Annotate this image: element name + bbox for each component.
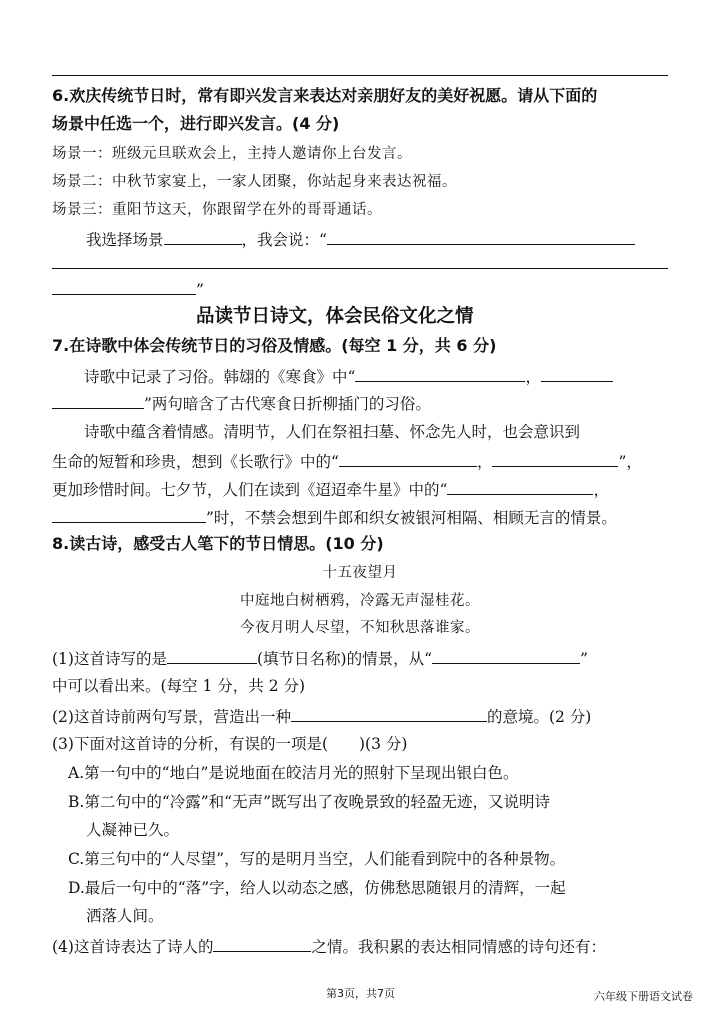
q8-sub1-text-c: ” <box>580 650 588 668</box>
q6-speech-blank-3[interactable] <box>52 276 196 295</box>
q8-sub4-text-a: (4)这首诗表达了诗人的 <box>52 938 214 956</box>
q7-p1-line2-text: ”两句暗含了古代寒食日折柳插门的习俗。 <box>144 395 431 413</box>
q7-p1-line1 <box>84 363 613 389</box>
section-title: 品读节日诗文，体会民俗文化之情 <box>196 306 474 327</box>
poem-line-1: 中庭地白树栖鸦，冷露无声湿桂花。 <box>240 593 480 609</box>
q6-close-quote: ” <box>196 281 204 299</box>
q8-option-a[interactable]: A.第一句中的“地白”是说地面在皎洁月光的照射下呈现出银白色。 <box>68 764 519 782</box>
q6-scene-blank[interactable] <box>164 226 242 245</box>
q8-option-b-line1[interactable]: B.第二句中的“冷露”和“无声”既写出了夜晚景致的轻盈无迹，又说明诗 <box>68 793 551 811</box>
q7-p2-line2 <box>52 448 642 474</box>
q7-title: 7.在诗歌中体会传统节日的习俗及情感。(每空 1 分，共 6 分) <box>52 336 497 355</box>
q7-p1-comma: ， <box>525 368 541 386</box>
q7-p2-line2-text: 生命的短暂和珍贵，想到《长歌行》中的“ <box>52 453 339 471</box>
q6-title-line2: 场景中任选一个，进行即兴发言。(4 分) <box>52 114 340 133</box>
q8-sub2 <box>52 703 591 729</box>
q8-festival-blank[interactable] <box>167 645 257 664</box>
q6-choose-prefix: 我选择场景 <box>86 231 164 249</box>
q7-p2-line2-end: ”， <box>618 453 642 471</box>
page-number: 第3页，共7页 <box>326 987 395 1000</box>
q8-sub4 <box>52 933 606 959</box>
exam-name: 六年级下册语文试卷 <box>594 990 693 1003</box>
q7-blank-3[interactable] <box>52 390 144 409</box>
q7-p2-line3 <box>52 476 609 502</box>
q6-speech-blank-2[interactable] <box>52 268 668 269</box>
top-rule <box>52 75 668 76</box>
q8-quote-blank[interactable] <box>432 645 580 664</box>
q7-p2-line2-comma: ， <box>476 453 493 471</box>
q8-sub1-line1 <box>52 645 588 671</box>
q8-sub2-text-a: (2)这首诗前两句写景，营造出一种 <box>52 708 291 726</box>
q8-sub3: (3)下面对这首诗的分析，有误的一项是( )(3 分) <box>52 735 408 753</box>
q8-sub2-text-b: 的意境。(2 分) <box>486 708 592 726</box>
q8-emotion-blank[interactable] <box>213 933 311 952</box>
q7-p2-line3-text: 更加珍惜时间。七夕节，人们在读到《迢迢牵牛星》中的“ <box>52 481 448 499</box>
q8-option-b-line2: 人凝神已久。 <box>86 821 180 839</box>
q6-scene-3: 场景三：重阳节这天，你跟留学在外的哥哥通话。 <box>52 202 382 218</box>
q6-title-line1: 6.欢庆传统节日时，常有即兴发言来表达对亲朋好友的美好祝愿。请从下面的 <box>52 86 598 105</box>
q6-answer-end-line <box>52 276 204 302</box>
q8-sub1-text-a: (1)这首诗写的是 <box>52 650 167 668</box>
q7-p1-text: 诗歌中记录了习俗。韩翃的《寒食》中“ <box>84 368 356 386</box>
q7-p1-line2 <box>52 390 431 416</box>
q7-blank-4[interactable] <box>339 448 477 467</box>
q8-option-c[interactable]: C.第三句中的“人尽望”，写的是明月当空，人们能看到院中的各种景物。 <box>68 850 566 868</box>
q7-p2-line1: 诗歌中蕴含着情感。清明节，人们在祭祖扫墓、怀念先人时，也会意识到 <box>84 423 581 441</box>
q6-scene-1: 场景一：班级元旦联欢会上，主持人邀请你上台发言。 <box>52 146 412 162</box>
q8-option-d-line1[interactable]: D.最后一句中的“落”字，给人以动态之感，仿佛愁思随银月的清辉，一起 <box>68 879 566 897</box>
q8-mood-blank[interactable] <box>291 703 487 722</box>
q8-sub4-text-b: 之情。我积累的表达相同情感的诗句还有： <box>311 938 606 956</box>
q8-option-d-line2: 洒落人间。 <box>86 907 164 925</box>
q7-p2-line4 <box>52 504 617 530</box>
poem-title: 十五夜望月 <box>322 565 398 581</box>
q7-blank-1[interactable] <box>355 363 525 382</box>
q8-title: 8.读古诗，感受古人笔下的节日情思。(10 分) <box>52 534 384 553</box>
q6-answer-line <box>86 226 635 252</box>
q7-blank-7[interactable] <box>52 504 206 523</box>
q8-sub1-line2: 中可以看出来。(每空 1 分，共 2 分) <box>52 677 306 695</box>
q7-p2-line3-comma: ， <box>593 481 609 499</box>
q6-speech-blank-1[interactable] <box>327 226 635 245</box>
q8-sub1-text-b: (填节日名称)的情景，从“ <box>256 650 432 668</box>
q7-blank-6[interactable] <box>447 476 593 495</box>
q7-p2-line4-text: ”时，不禁会想到牛郎和织女被银河相隔、相顾无言的情景。 <box>206 509 617 527</box>
q7-blank-5[interactable] <box>492 448 618 467</box>
poem-line-2: 今夜月明人尽望，不知秋思落谁家。 <box>240 620 480 636</box>
q7-blank-2[interactable] <box>541 363 613 382</box>
q6-choose-mid: ，我会说：“ <box>241 231 327 249</box>
q6-scene-2: 场景二：中秋节家宴上，一家人团聚，你站起身来表达祝福。 <box>52 174 457 190</box>
